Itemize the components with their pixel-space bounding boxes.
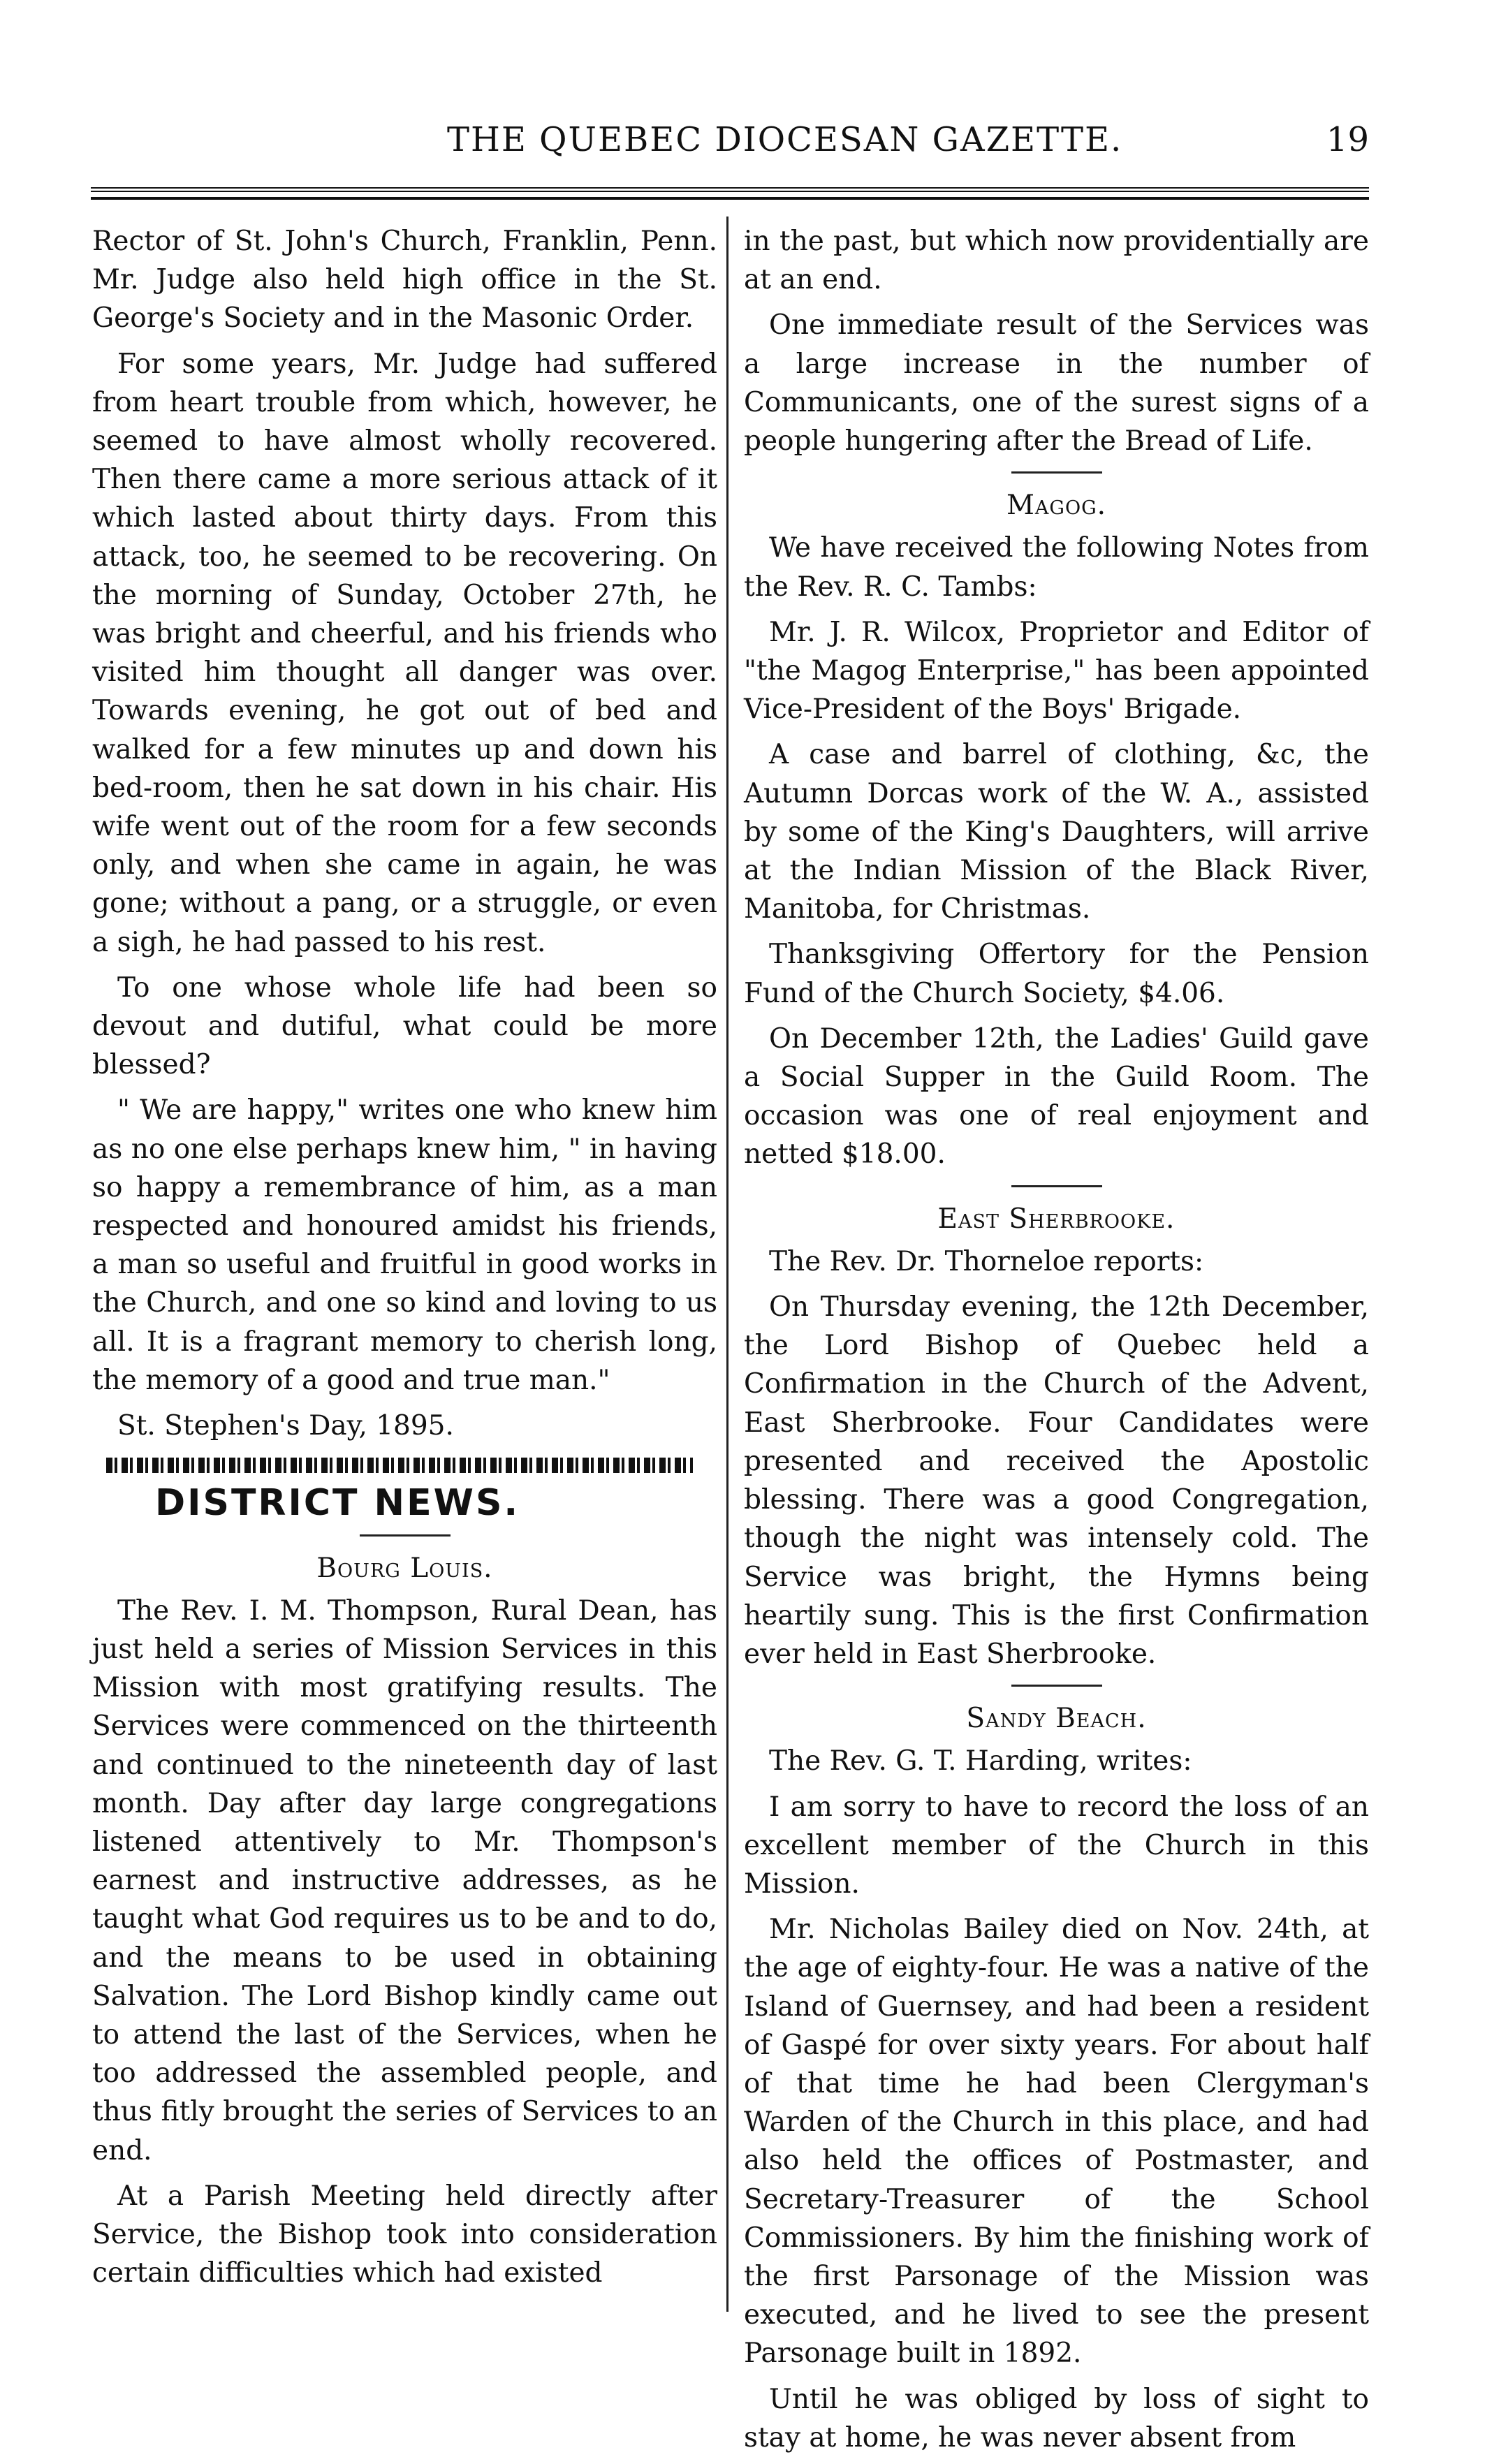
paragraph: " We are happy," writes one who knew him as no one else perhaps knew him, " in having so happy a remembrance of him, as a man respected and honoured amidst his friends, a man so useful and fruitful in good works in the Church, and one so kind and loving to us all. It is a fragrant memory to cherish long, the memory of a good and true man." <box>92 1094 717 1396</box>
paragraph: On Thursday evening, the 12th December, the Lord Bishop of Quebec held a Confirmation in the Church of the Advent, East Sherbrooke. Four Candidates were presented and received the Apostolic blessing. There was a good Congregation, though the night was intensely cold. The Service was bright, the Hymns being heartily sung. This is the first Confirmation ever held in East Sherbrooke. <box>744 1291 1369 1670</box>
paragraph: The Rev. G. T. Harding, writes: <box>769 1745 1192 1777</box>
header-rule-thick <box>91 197 1369 200</box>
subsection-heading: Sandy Beach. <box>966 1703 1147 1735</box>
paragraph: We have received the following Notes from the Rev. R. C. Tambs: <box>744 532 1369 603</box>
paragraph: To one whose whole life had been so devout and dutiful, what could be more blessed? <box>92 971 717 1081</box>
paragraph: The Rev. I. M. Thompson, Rural Dean, has just held a series of Mission Services in this Mission with most gratifying results. The Services were commenced on the thirteenth and continued to the nineteenth day of last month. Day after day large congregations listened attentively to Mr. Thompson's earnest and instructive addresses, as he taught what God requires us to be and to do, and the means to be used in obtaining Salvation. The Lord Bishop kindly came out to attend the last of the Services, when he too addressed the assembled people, and thus fitly brought the series of Services to an end. <box>92 1594 717 2166</box>
paragraph: For some years, Mr. Judge had suffered from heart trouble from which, however, he seemed to have almost wholly recovered. Then there came a more serious attack of it which lasted about thirty days. From this attack, too, he seemed to be recovering. On the morning of Sunday, October 27th, he was bright and cheerful, and his friends who visited him thought all danger was over. Towards evening, he got out of bed and walked for a few minutes up and down his bed-room, then he sat down in his chair. His wife went out of the room for a few seconds only, and when she came in again, he was gone; without a pang, or a struggle, or even a sigh, he had passed to his rest. <box>92 348 717 958</box>
paragraph: The Rev. Dr. Thorneloe reports: <box>769 1245 1204 1277</box>
column-divider <box>726 217 728 2312</box>
dateline: St. Stephen's Day, 1895. <box>117 1410 454 1442</box>
section-title: DISTRICT NEWS. <box>155 1482 520 1525</box>
paragraph: A case and barrel of clothing, &c, the Autumn Dorcas work of the W. A., assisted by some of the King's Daughters, will arrive at the Indian Mission of the Black River, Manitoba, for Christmas. <box>744 739 1369 925</box>
short-rule <box>1011 1685 1102 1687</box>
paragraph: Thanksgiving Offertory for the Pension Fund of the Church Society, $4.06. <box>744 939 1369 1009</box>
page-number: 19 <box>1326 120 1369 159</box>
subsection-heading: Magog. <box>1006 490 1107 522</box>
short-rule <box>360 1534 451 1537</box>
left-column <box>92 222 717 2299</box>
paragraph: Mr. J. R. Wilcox, Proprietor and Editor of "the Magog Enterprise," has been appointed Vice-President of the Boys' Brigade. <box>744 616 1369 726</box>
right-column <box>744 222 1369 2464</box>
paragraph: in the past, but which now providentially are at an end. <box>744 226 1369 296</box>
paragraph: Mr. Nicholas Bailey died on Nov. 24th, at the age of eighty-four. He was a native of the Island of Guernsey, and had been a resident of Gaspé for over sixty years. For about half of that time he had been Clergyman's Warden of the Church in this place, and had also held the offices of Postmaster, and Secretary-Treasurer of the School Commissioners. By him the finishing work of the first Parsonage of the Mission was executed, and he lived to see the present Parsonage built in 1892. <box>744 1914 1369 2370</box>
running-title: THE QUEBEC DIOCESAN GAZETTE. <box>447 120 1123 159</box>
subsection-heading: East Sherbrooke. <box>937 1203 1176 1235</box>
short-rule <box>1011 1185 1102 1187</box>
paragraph: Until he was obliged by loss of sight to stay at home, he was never absent from <box>744 2383 1369 2454</box>
page-header <box>91 120 1369 169</box>
short-rule <box>1011 471 1102 474</box>
header-rule <box>91 187 1369 192</box>
subsection-heading: Bourg Louis. <box>316 1552 493 1584</box>
paragraph: One immediate result of the Services was a large increase in the number of Communicants, one of the surest signs of a people hungering after the Bread of Life. <box>744 309 1369 457</box>
paragraph: At a Parish Meeting held directly after Service, the Bishop took into consideration certain difficulties which had existed <box>92 2180 717 2289</box>
ornamental-divider <box>106 1458 693 1473</box>
paragraph: I am sorry to have to record the loss of an excellent member of the Church in this Mission. <box>744 1791 1369 1900</box>
paragraph: Rector of St. John's Church, Franklin, Penn. Mr. Judge also held high office in the St. George's Society and in the Masonic Order. <box>92 226 717 335</box>
paragraph: On December 12th, the Ladies' Guild gave a Social Supper in the Guild Room. The occasion was one of real enjoyment and netted $18.00. <box>744 1022 1369 1171</box>
